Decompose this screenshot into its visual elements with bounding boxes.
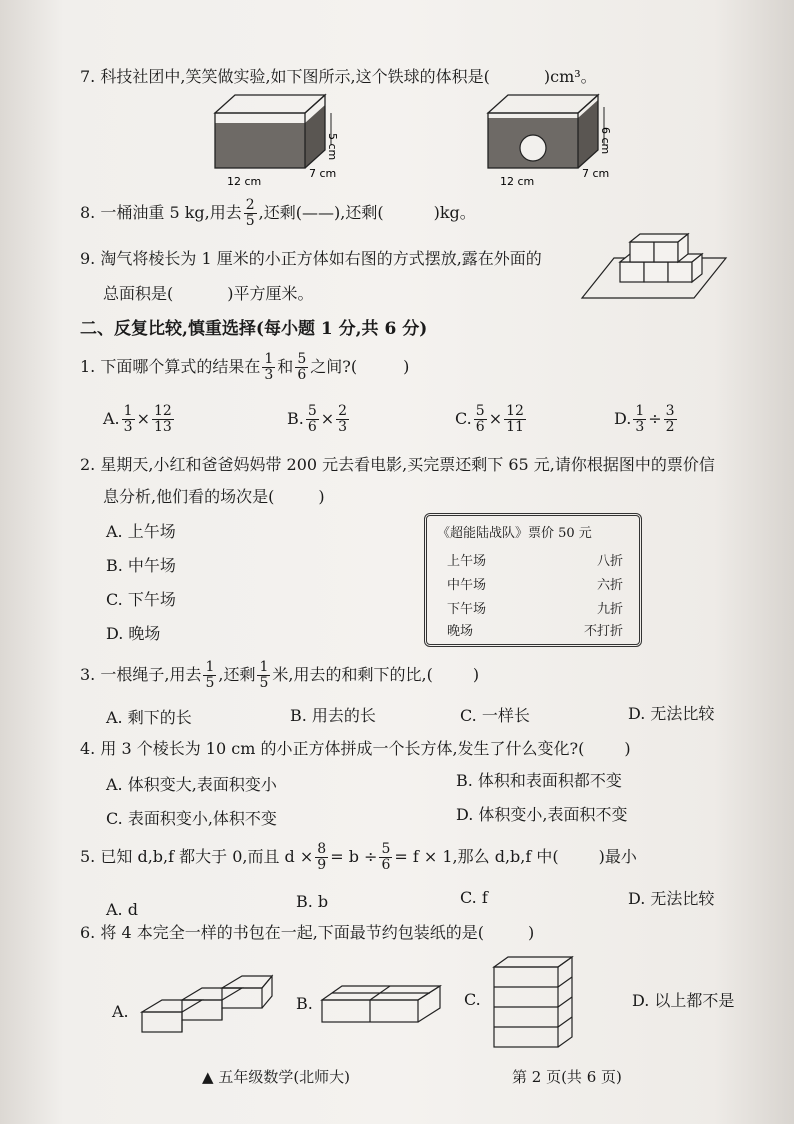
c3-number: 3. [80,665,96,684]
c1-option-b[interactable]: B. $\frac{5}{6}$ × $\frac{2}{3}$ [287,403,348,435]
q9-cube-figure [580,232,730,304]
c1-option-d[interactable]: D. $\frac{1}{3}$ ÷ $\frac{3}{2}$ [614,403,675,435]
c4-number: 4. [80,739,96,758]
q7-tail: )cm³。 [543,67,597,86]
fig2-width: 12 cm [500,175,535,188]
c2-text-1: 星期天,小红和爸爸妈妈带 200 元去看电影,买完票还剩下 65 元,请你根据图中的票价信 [100,455,715,474]
q8-mid: ,还剩(——),还剩( [258,203,384,222]
q7-figure-2 [478,93,653,188]
c3-option-b[interactable]: B. 用去的长 [290,706,376,725]
c1-line: 1. 下面哪个算式的结果在 $\frac{1}{3}$ 和 $\frac{5}{6}$ 之间?( ) [80,351,410,383]
fig2-height: 6 cm [599,127,612,155]
q9-tail: )平方厘米。 [227,284,314,303]
footer-subject: 五年级数学(北师大) [218,1068,351,1086]
ticket-row: 下午场 九折 [447,602,623,617]
c1-text-a: 下面哪个算式的结果在 [100,357,261,376]
c6-figure-a [138,972,278,1036]
c2-line2: 息分析,他们看的场次是( ) [103,487,325,506]
section-2-title: 二、反复比较,慎重选择(每小题 1 分,共 6 分) [80,319,428,339]
c4-line: 4. 用 3 个棱长为 10 cm 的小正方体拼成一个长方体,发生了什么变化?( ) [80,739,631,758]
c4-option-a[interactable]: A. 体积变大,表面积变小 [106,775,277,794]
c2-option-c[interactable]: C. 下午场 [106,590,176,609]
ticket-row: 中午场 六折 [447,578,623,593]
q9-line1 [80,246,542,269]
q7-text: 科技社团中,笑笑做实验,如下图所示,这个铁球的体积是( [100,67,490,86]
c6-figure-c [492,955,577,1051]
c6-option-a[interactable]: A. [112,1002,129,1021]
q9-text-2: 总面积是( [103,284,174,303]
c1-number: 1. [80,357,96,376]
c5-option-c[interactable]: C. f [460,888,488,907]
fig1-depth: 7 cm [309,167,337,180]
q8-tail: )kg。 [433,203,476,222]
ticket-row: 晚场 不打折 [447,624,623,639]
fig1-width: 12 cm [227,175,262,188]
c3-option-c[interactable]: C. 一样长 [460,706,530,725]
q8-text: 一桶油重 5 kg,用去 [100,203,242,222]
c6-option-c[interactable]: C. [464,990,481,1009]
triangle-logo-icon: ▲ [202,1068,214,1086]
c6-option-b[interactable]: B. [296,994,313,1013]
c5-option-b[interactable]: B. b [296,892,329,911]
c5-line: 5. 已知 d,b,f 都大于 0,而且 d × $\frac{8}{9}$ = b ÷ $\frac{5}{6}$ = f × 1,那么 d,b,f 中( )最小 [80,841,637,873]
c5-option-a[interactable]: A. d [106,900,138,919]
c2-line1 [80,452,715,475]
c1-option-a[interactable]: A. $\frac{1}{3}$ × $\frac{12}{13}$ [103,403,172,435]
footer-left [202,1066,350,1087]
ticket-price-board [424,513,642,647]
c5-number: 5. [80,847,96,866]
c5-option-d[interactable]: D. 无法比较 [628,889,715,908]
fig2-depth: 7 cm [582,167,610,180]
c3-option-d[interactable]: D. 无法比较 [628,704,715,723]
c6-option-d[interactable]: D. 以上都不是 [632,991,735,1010]
c3-option-a[interactable]: A. 剩下的长 [106,708,192,727]
c6-figure-b [320,982,445,1026]
c6-line: 6. 将 4 本完全一样的书包在一起,下面最节约包装纸的是( ) [80,923,535,942]
c4-option-b[interactable]: B. 体积和表面积都不变 [456,771,622,790]
q9-line2 [103,281,314,304]
q7-line [80,64,597,87]
q7-number: 7. [80,67,96,86]
c3-line: 3. 一根绳子,用去 $\frac{1}{5}$ ,还剩 $\frac{1}{5}$ 米,用去的和剩下的比,( ) [80,659,480,691]
c4-option-d[interactable]: D. 体积变小,表面积不变 [456,805,628,824]
q8-number: 8. [80,203,96,222]
ticket-title: 《超能陆战队》票价 50 元 [437,526,592,541]
c1-text-b: 之间?( [310,357,358,376]
c4-option-c[interactable]: C. 表面积变小,体积不变 [106,809,277,828]
q9-text-1: 淘气将棱长为 1 厘米的小正方体如右图的方式摆放,露在外面的 [100,249,542,268]
fig1-height: 5 cm [326,133,339,161]
q8-fraction: $\frac{2}{5}$ [245,197,255,229]
c2-option-a[interactable]: A. 上午场 [106,522,176,541]
q9-number: 9. [80,249,96,268]
q7-figure-1 [205,93,375,188]
c2-option-b[interactable]: B. 中午场 [106,556,176,575]
c1-option-c[interactable]: C. $\frac{5}{6}$ × $\frac{12}{11}$ [455,403,524,435]
footer-page-number: 第 2 页(共 6 页) [512,1068,622,1086]
ticket-row: 上午场 八折 [447,554,623,569]
c2-number: 2. [80,455,96,474]
c6-number: 6. [80,923,96,942]
iron-ball-icon [520,135,546,161]
q8-line [80,198,476,229]
c2-option-d[interactable]: D. 晚场 [106,624,161,643]
